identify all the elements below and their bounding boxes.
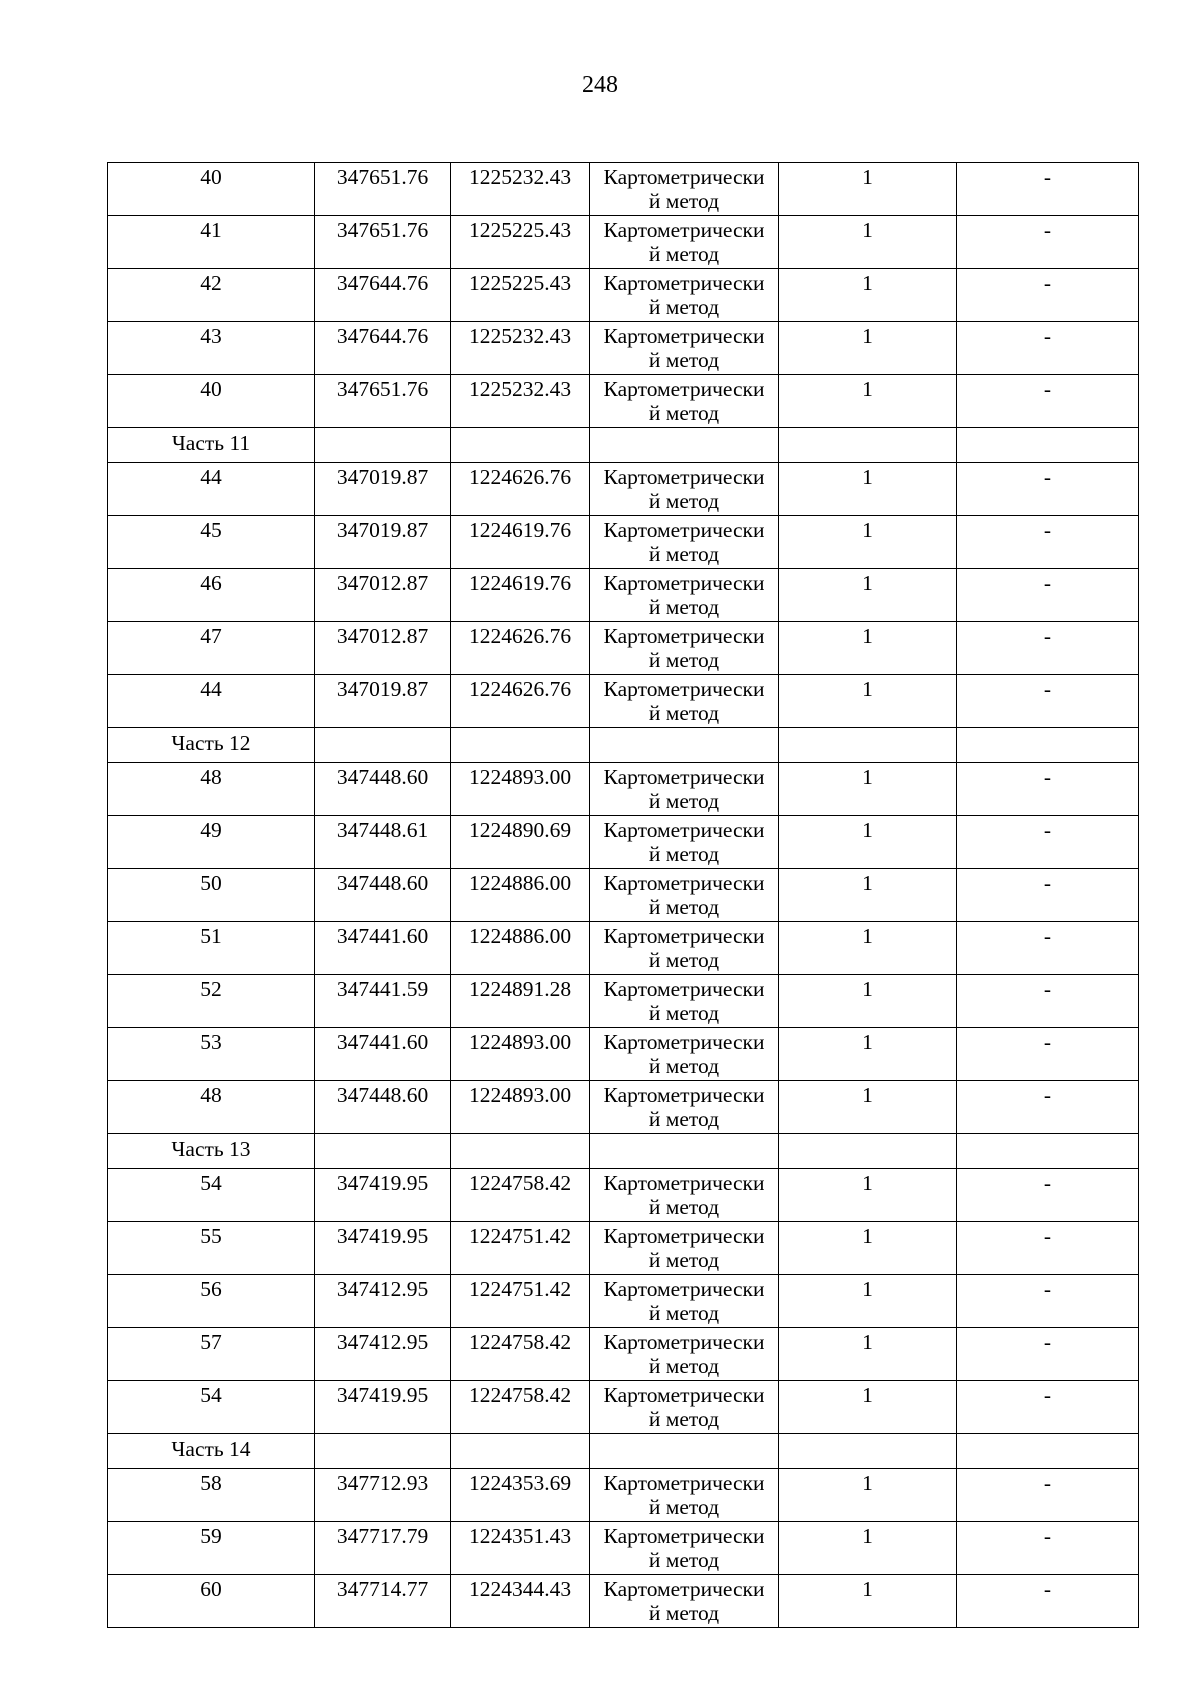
table-row: [108, 1169, 1139, 1222]
x-coordinate-cell: 347448.60: [315, 869, 451, 922]
table-row: [108, 1028, 1139, 1081]
point-number-cell: 40: [108, 163, 315, 216]
note-cell: -: [957, 1028, 1139, 1081]
accuracy-cell: 1: [779, 322, 957, 375]
accuracy-cell: 1: [779, 622, 957, 675]
point-number-cell: 43: [108, 322, 315, 375]
accuracy-cell: 1: [779, 675, 957, 728]
method-text-line: й метод: [648, 1495, 720, 1519]
accuracy-cell: 1: [779, 1328, 957, 1381]
table-row: [108, 322, 1139, 375]
y-coordinate-cell: 1224893.00: [451, 763, 590, 816]
note-cell: -: [957, 163, 1139, 216]
table-row: [108, 816, 1139, 869]
accuracy-cell: 1: [779, 163, 957, 216]
method-text-line: й метод: [648, 595, 720, 619]
y-coordinate-cell: 1224619.76: [451, 516, 590, 569]
method-cell: [590, 163, 779, 216]
empty-cell: [315, 428, 451, 463]
part-label: Часть 12: [108, 728, 315, 763]
method-text-line: й метод: [648, 648, 720, 672]
y-coordinate-cell: 1224886.00: [451, 922, 590, 975]
part-header-row: [108, 728, 1139, 763]
method-cell: [590, 975, 779, 1028]
method-text-line: й метод: [648, 1054, 720, 1078]
method-text-line: й метод: [648, 295, 720, 319]
method-text-line: Картометрически: [603, 624, 765, 648]
method-text-line: Картометрически: [603, 518, 765, 542]
x-coordinate-cell: 347448.60: [315, 1081, 451, 1134]
point-number-cell: 54: [108, 1169, 315, 1222]
method-text-line: Картометрически: [603, 1030, 765, 1054]
empty-cell: [590, 428, 779, 463]
accuracy-cell: 1: [779, 516, 957, 569]
accuracy-cell: 1: [779, 463, 957, 516]
method-text-line: Картометрически: [603, 1083, 765, 1107]
accuracy-cell: 1: [779, 1081, 957, 1134]
method-text-line: Картометрически: [603, 1171, 765, 1195]
x-coordinate-cell: 347714.77: [315, 1575, 451, 1628]
method-cell: [590, 1275, 779, 1328]
accuracy-cell: 1: [779, 1381, 957, 1434]
method-text-line: Картометрически: [603, 571, 765, 595]
coordinates-table-body: [108, 163, 1139, 1628]
empty-cell: [779, 1134, 957, 1169]
empty-cell: [957, 428, 1139, 463]
method-text-line: й метод: [648, 542, 720, 566]
method-text-line: Картометрически: [603, 871, 765, 895]
empty-cell: [779, 1434, 957, 1469]
point-number-cell: 58: [108, 1469, 315, 1522]
note-cell: -: [957, 1222, 1139, 1275]
x-coordinate-cell: 347419.95: [315, 1381, 451, 1434]
point-number-cell: 45: [108, 516, 315, 569]
table-row: [108, 269, 1139, 322]
method-text-line: й метод: [648, 842, 720, 866]
point-number-cell: 48: [108, 1081, 315, 1134]
note-cell: -: [957, 1081, 1139, 1134]
note-cell: -: [957, 622, 1139, 675]
table-row: [108, 463, 1139, 516]
note-cell: -: [957, 569, 1139, 622]
table-row: [108, 1469, 1139, 1522]
table-row: [108, 1081, 1139, 1134]
y-coordinate-cell: 1224626.76: [451, 463, 590, 516]
y-coordinate-cell: 1224619.76: [451, 569, 590, 622]
empty-cell: [957, 1434, 1139, 1469]
y-coordinate-cell: 1224890.69: [451, 816, 590, 869]
table-row: [108, 163, 1139, 216]
x-coordinate-cell: 347651.76: [315, 216, 451, 269]
empty-cell: [957, 1134, 1139, 1169]
y-coordinate-cell: 1224893.00: [451, 1081, 590, 1134]
part-header-row: [108, 1134, 1139, 1169]
method-text-line: й метод: [648, 1301, 720, 1325]
table-row: [108, 975, 1139, 1028]
method-text-line: й метод: [648, 789, 720, 813]
x-coordinate-cell: 347019.87: [315, 675, 451, 728]
method-text-line: Картометрически: [603, 818, 765, 842]
method-cell: [590, 869, 779, 922]
method-text-line: Картометрически: [603, 1471, 765, 1495]
accuracy-cell: 1: [779, 375, 957, 428]
method-text-line: Картометрически: [603, 1330, 765, 1354]
method-text-line: Картометрически: [603, 165, 765, 189]
note-cell: -: [957, 1169, 1139, 1222]
method-cell: [590, 322, 779, 375]
empty-cell: [957, 728, 1139, 763]
empty-cell: [451, 1134, 590, 1169]
method-text-line: Картометрически: [603, 977, 765, 1001]
method-text-line: Картометрически: [603, 1577, 765, 1601]
method-cell: [590, 569, 779, 622]
method-cell: [590, 1328, 779, 1381]
accuracy-cell: 1: [779, 816, 957, 869]
table-row: [108, 763, 1139, 816]
accuracy-cell: 1: [779, 1222, 957, 1275]
method-cell: [590, 216, 779, 269]
x-coordinate-cell: 347412.95: [315, 1275, 451, 1328]
method-cell: [590, 622, 779, 675]
note-cell: -: [957, 1381, 1139, 1434]
note-cell: -: [957, 816, 1139, 869]
method-text-line: Картометрически: [603, 924, 765, 948]
table-row: [108, 569, 1139, 622]
note-cell: -: [957, 516, 1139, 569]
empty-cell: [315, 1434, 451, 1469]
method-cell: [590, 816, 779, 869]
accuracy-cell: 1: [779, 269, 957, 322]
method-text-line: й метод: [648, 1248, 720, 1272]
table-row: [108, 1222, 1139, 1275]
note-cell: -: [957, 375, 1139, 428]
accuracy-cell: 1: [779, 216, 957, 269]
method-cell: [590, 763, 779, 816]
point-number-cell: 44: [108, 463, 315, 516]
point-number-cell: 41: [108, 216, 315, 269]
method-cell: [590, 1575, 779, 1628]
table-row: [108, 922, 1139, 975]
y-coordinate-cell: 1224353.69: [451, 1469, 590, 1522]
empty-cell: [451, 728, 590, 763]
empty-cell: [451, 1434, 590, 1469]
empty-cell: [590, 1134, 779, 1169]
x-coordinate-cell: 347651.76: [315, 375, 451, 428]
x-coordinate-cell: 347441.59: [315, 975, 451, 1028]
method-text-line: Картометрически: [603, 1524, 765, 1548]
method-cell: [590, 922, 779, 975]
method-text-line: Картометрически: [603, 324, 765, 348]
x-coordinate-cell: 347712.93: [315, 1469, 451, 1522]
y-coordinate-cell: 1224886.00: [451, 869, 590, 922]
method-text-line: й метод: [648, 1354, 720, 1378]
accuracy-cell: 1: [779, 1469, 957, 1522]
y-coordinate-cell: 1224751.42: [451, 1222, 590, 1275]
accuracy-cell: 1: [779, 1575, 957, 1628]
point-number-cell: 51: [108, 922, 315, 975]
x-coordinate-cell: 347012.87: [315, 569, 451, 622]
accuracy-cell: 1: [779, 922, 957, 975]
accuracy-cell: 1: [779, 763, 957, 816]
method-text-line: й метод: [648, 1001, 720, 1025]
note-cell: -: [957, 763, 1139, 816]
point-number-cell: 47: [108, 622, 315, 675]
note-cell: -: [957, 1575, 1139, 1628]
note-cell: -: [957, 1469, 1139, 1522]
page-number: 248: [582, 72, 618, 98]
accuracy-cell: 1: [779, 1169, 957, 1222]
x-coordinate-cell: 347019.87: [315, 463, 451, 516]
method-text-line: Картометрически: [603, 377, 765, 401]
method-text-line: й метод: [648, 1548, 720, 1572]
method-text-line: Картометрически: [603, 1224, 765, 1248]
part-header-row: [108, 428, 1139, 463]
point-number-cell: 44: [108, 675, 315, 728]
note-cell: -: [957, 269, 1139, 322]
empty-cell: [779, 728, 957, 763]
method-cell: [590, 1222, 779, 1275]
note-cell: -: [957, 463, 1139, 516]
method-text-line: й метод: [648, 948, 720, 972]
part-label: Часть 13: [108, 1134, 315, 1169]
part-label: Часть 11: [108, 428, 315, 463]
accuracy-cell: 1: [779, 1275, 957, 1328]
accuracy-cell: 1: [779, 1028, 957, 1081]
method-cell: [590, 1081, 779, 1134]
accuracy-cell: 1: [779, 569, 957, 622]
x-coordinate-cell: 347644.76: [315, 269, 451, 322]
method-cell: [590, 516, 779, 569]
x-coordinate-cell: 347441.60: [315, 1028, 451, 1081]
x-coordinate-cell: 347419.95: [315, 1222, 451, 1275]
x-coordinate-cell: 347644.76: [315, 322, 451, 375]
method-cell: [590, 1028, 779, 1081]
method-text-line: Картометрически: [603, 465, 765, 489]
method-cell: [590, 1381, 779, 1434]
x-coordinate-cell: 347419.95: [315, 1169, 451, 1222]
note-cell: -: [957, 1275, 1139, 1328]
method-text-line: й метод: [648, 1107, 720, 1131]
table-row: [108, 1381, 1139, 1434]
method-text-line: й метод: [648, 1195, 720, 1219]
method-text-line: й метод: [648, 1601, 720, 1625]
point-number-cell: 60: [108, 1575, 315, 1628]
coordinates-table: [107, 162, 1139, 1628]
point-number-cell: 59: [108, 1522, 315, 1575]
empty-cell: [315, 1134, 451, 1169]
y-coordinate-cell: 1225225.43: [451, 269, 590, 322]
x-coordinate-cell: 347412.95: [315, 1328, 451, 1381]
method-text-line: й метод: [648, 242, 720, 266]
table-row: [108, 216, 1139, 269]
x-coordinate-cell: 347717.79: [315, 1522, 451, 1575]
empty-cell: [315, 728, 451, 763]
method-text-line: Картометрически: [603, 218, 765, 242]
method-text-line: Картометрически: [603, 1277, 765, 1301]
method-text-line: Картометрически: [603, 1383, 765, 1407]
note-cell: -: [957, 322, 1139, 375]
table-row: [108, 675, 1139, 728]
table-row: [108, 1328, 1139, 1381]
method-text-line: й метод: [648, 701, 720, 725]
table-row: [108, 1522, 1139, 1575]
table-row: [108, 622, 1139, 675]
note-cell: -: [957, 1328, 1139, 1381]
method-text-line: Картометрически: [603, 765, 765, 789]
method-cell: [590, 1469, 779, 1522]
y-coordinate-cell: 1224758.42: [451, 1328, 590, 1381]
y-coordinate-cell: 1225232.43: [451, 163, 590, 216]
point-number-cell: 40: [108, 375, 315, 428]
empty-cell: [590, 728, 779, 763]
y-coordinate-cell: 1224891.28: [451, 975, 590, 1028]
method-cell: [590, 463, 779, 516]
method-text-line: й метод: [648, 189, 720, 213]
point-number-cell: 56: [108, 1275, 315, 1328]
note-cell: -: [957, 675, 1139, 728]
method-cell: [590, 1169, 779, 1222]
point-number-cell: 53: [108, 1028, 315, 1081]
x-coordinate-cell: 347651.76: [315, 163, 451, 216]
point-number-cell: 52: [108, 975, 315, 1028]
x-coordinate-cell: 347019.87: [315, 516, 451, 569]
y-coordinate-cell: 1224751.42: [451, 1275, 590, 1328]
method-text-line: й метод: [648, 1407, 720, 1431]
note-cell: -: [957, 1522, 1139, 1575]
note-cell: -: [957, 216, 1139, 269]
y-coordinate-cell: 1224351.43: [451, 1522, 590, 1575]
accuracy-cell: 1: [779, 869, 957, 922]
x-coordinate-cell: 347441.60: [315, 922, 451, 975]
table-row: [108, 1575, 1139, 1628]
y-coordinate-cell: 1224893.00: [451, 1028, 590, 1081]
point-number-cell: 48: [108, 763, 315, 816]
empty-cell: [590, 1434, 779, 1469]
point-number-cell: 55: [108, 1222, 315, 1275]
y-coordinate-cell: 1225232.43: [451, 375, 590, 428]
y-coordinate-cell: 1225225.43: [451, 216, 590, 269]
table-row: [108, 375, 1139, 428]
method-cell: [590, 269, 779, 322]
method-cell: [590, 1522, 779, 1575]
method-cell: [590, 375, 779, 428]
method-text-line: Картометрически: [603, 677, 765, 701]
method-text-line: й метод: [648, 348, 720, 372]
method-text-line: Картометрически: [603, 271, 765, 295]
y-coordinate-cell: 1224758.42: [451, 1381, 590, 1434]
x-coordinate-cell: 347448.61: [315, 816, 451, 869]
y-coordinate-cell: 1224626.76: [451, 622, 590, 675]
empty-cell: [779, 428, 957, 463]
accuracy-cell: 1: [779, 975, 957, 1028]
y-coordinate-cell: 1224344.43: [451, 1575, 590, 1628]
y-coordinate-cell: 1224626.76: [451, 675, 590, 728]
y-coordinate-cell: 1224758.42: [451, 1169, 590, 1222]
table-row: [108, 516, 1139, 569]
x-coordinate-cell: 347012.87: [315, 622, 451, 675]
note-cell: -: [957, 869, 1139, 922]
point-number-cell: 49: [108, 816, 315, 869]
note-cell: -: [957, 975, 1139, 1028]
point-number-cell: 42: [108, 269, 315, 322]
point-number-cell: 50: [108, 869, 315, 922]
y-coordinate-cell: 1225232.43: [451, 322, 590, 375]
point-number-cell: 57: [108, 1328, 315, 1381]
table-row: [108, 1275, 1139, 1328]
point-number-cell: 46: [108, 569, 315, 622]
method-text-line: й метод: [648, 895, 720, 919]
method-text-line: й метод: [648, 401, 720, 425]
point-number-cell: 54: [108, 1381, 315, 1434]
method-text-line: й метод: [648, 489, 720, 513]
part-header-row: [108, 1434, 1139, 1469]
empty-cell: [451, 428, 590, 463]
table-row: [108, 869, 1139, 922]
x-coordinate-cell: 347448.60: [315, 763, 451, 816]
method-cell: [590, 675, 779, 728]
part-label: Часть 14: [108, 1434, 315, 1469]
accuracy-cell: 1: [779, 1522, 957, 1575]
note-cell: -: [957, 922, 1139, 975]
